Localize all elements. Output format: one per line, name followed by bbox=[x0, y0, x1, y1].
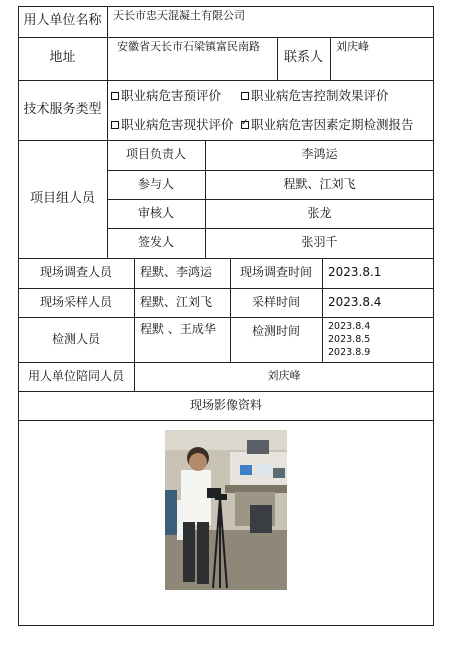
testing-staff-label: 检测人员 bbox=[51, 331, 100, 346]
testing-date: 2023.8.9 bbox=[328, 347, 371, 358]
team-role-reviewer: 审核人 bbox=[137, 205, 174, 220]
service-option-status-evaluation: 职业病危害现状评价 bbox=[107, 113, 241, 137]
testing-date: 2023.8.5 bbox=[328, 334, 371, 345]
contact-label: 联系人 bbox=[283, 50, 323, 66]
team-name-reviewer: 张龙 bbox=[307, 205, 332, 220]
team-name-participant: 程默、江刘飞 bbox=[283, 176, 356, 191]
employer-value: 天长市忠天混凝土有限公司 bbox=[113, 9, 245, 23]
accompany-value: 刘庆峰 bbox=[267, 369, 301, 383]
survey-staff-label: 现场调查人员 bbox=[39, 265, 112, 280]
survey-time-value: 2023.8.1 bbox=[328, 265, 382, 280]
testing-date: 2023.8.4 bbox=[328, 321, 371, 332]
site-photo bbox=[165, 430, 287, 590]
team-name-issuer: 张羽千 bbox=[301, 235, 338, 250]
service-option-periodic-testing: ✓ 职业病危害因素定期检测报告 bbox=[241, 113, 434, 137]
testing-staff-value: 程默 、王成华 bbox=[140, 322, 216, 337]
checkbox-unchecked-icon bbox=[111, 92, 119, 100]
team-label: 项目组人员 bbox=[29, 190, 95, 206]
contact-value: 刘庆峰 bbox=[336, 39, 369, 53]
service-type-label: 技术服务类型 bbox=[23, 101, 102, 117]
address-value: 安徽省天长市石梁镇富民南路 bbox=[117, 39, 260, 53]
testing-time-label: 检测时间 bbox=[251, 324, 300, 339]
service-option-control-evaluation: 职业病危害控制效果评价 bbox=[237, 84, 434, 108]
team-role-participant: 参与人 bbox=[137, 176, 174, 191]
row-divider bbox=[18, 420, 434, 421]
sampling-time-value: 2023.8.4 bbox=[328, 294, 382, 309]
testing-dates bbox=[322, 317, 434, 362]
team-role-leader: 项目负责人 bbox=[125, 147, 186, 162]
service-option-pre-evaluation: 职业病危害预评价 bbox=[107, 84, 237, 108]
images-section-title: 现场影像资料 bbox=[189, 397, 262, 412]
address-label: 地址 bbox=[49, 50, 76, 66]
team-role-issuer: 签发人 bbox=[137, 235, 174, 250]
survey-time-label: 现场调查时间 bbox=[239, 265, 312, 280]
employer-label: 用人单位名称 bbox=[23, 13, 102, 29]
checkbox-checked-icon bbox=[241, 121, 249, 129]
site-photo-illustration bbox=[165, 430, 287, 590]
accompany-label: 用人单位陪同人员 bbox=[27, 368, 124, 383]
checkbox-unchecked-icon bbox=[111, 121, 119, 129]
sampling-staff-value: 程默、江刘飞 bbox=[140, 294, 213, 309]
survey-staff-value: 程默、李鸿运 bbox=[140, 265, 213, 280]
sampling-time-label: 采样时间 bbox=[251, 294, 300, 309]
checkbox-unchecked-icon bbox=[241, 92, 249, 100]
team-name-leader: 李鸿运 bbox=[301, 147, 338, 162]
sampling-staff-label: 现场采样人员 bbox=[39, 294, 112, 309]
